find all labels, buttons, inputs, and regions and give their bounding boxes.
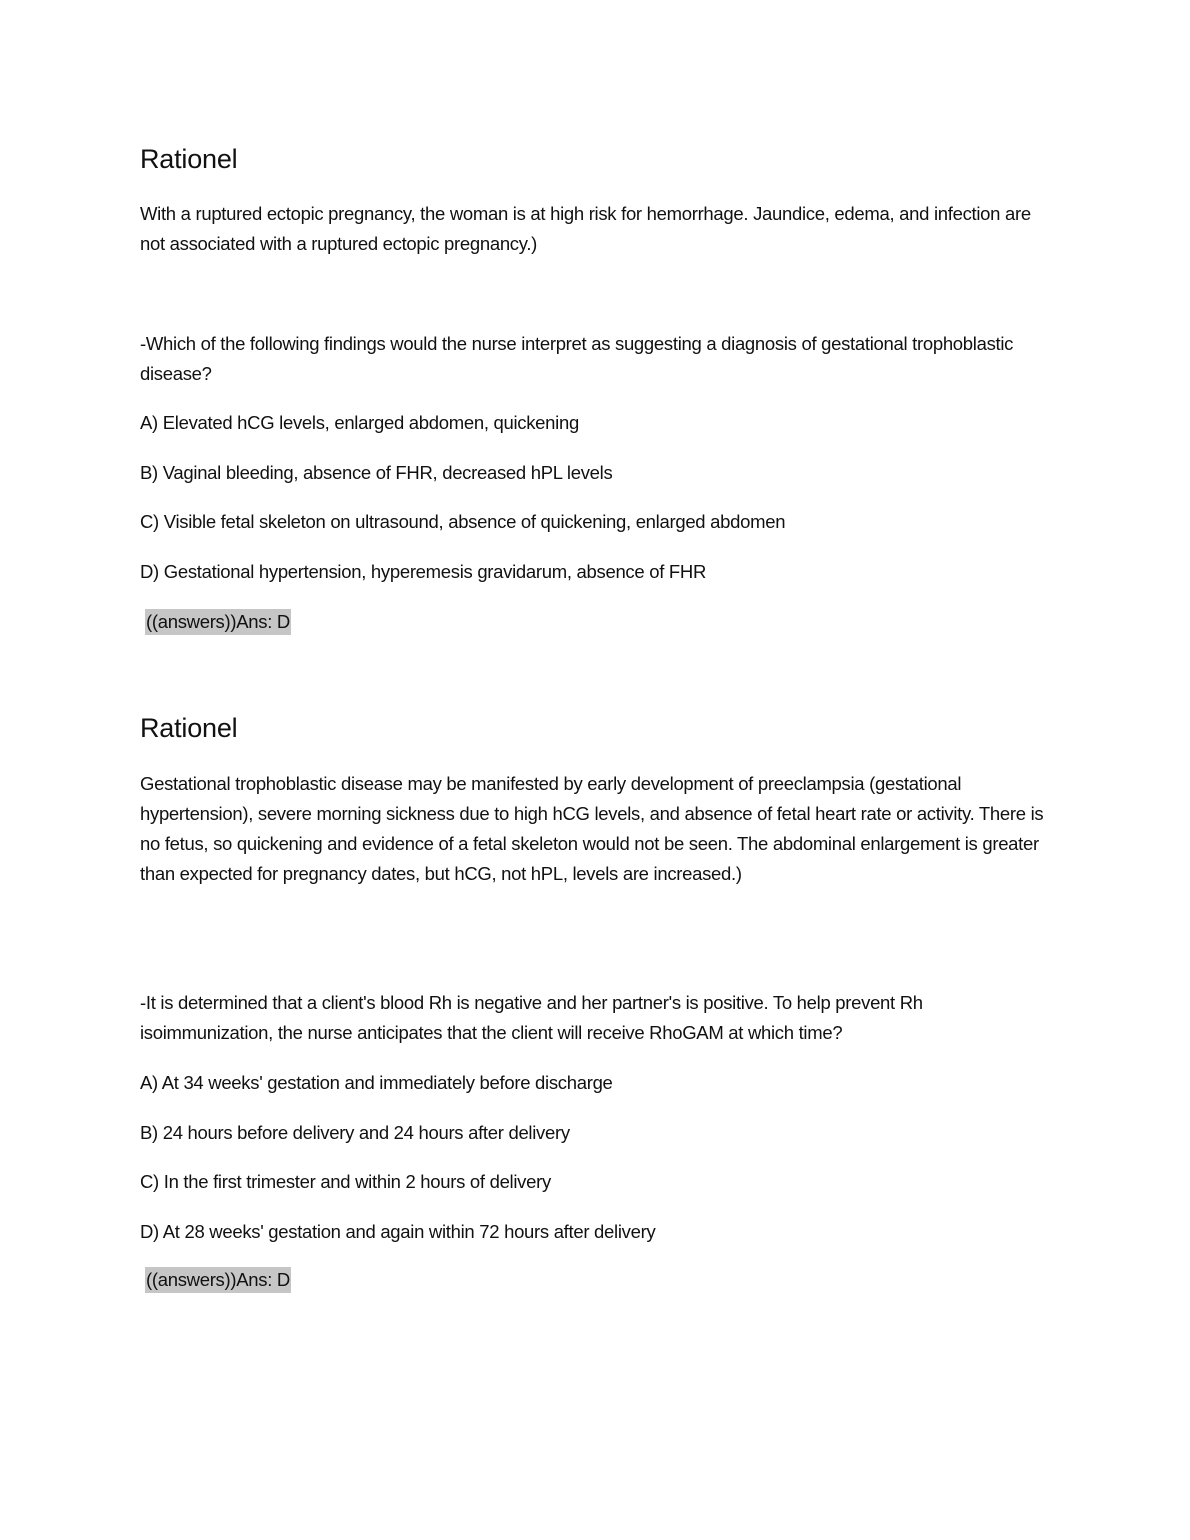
question-stem-1: -Which of the following findings would the nurse interpret as suggesting a diagnosis of gestational trophoblastic disease? [140, 333, 1014, 384]
question1-answer: ((answers))Ans: D [145, 609, 291, 635]
question2-option-a: A) At 34 weeks' gestation and immediately before discharge [140, 1072, 613, 1093]
rationale-heading-2: Rationel [140, 713, 238, 743]
question2-option-b: B) 24 hours before delivery and 24 hours after delivery [140, 1122, 570, 1143]
question2-option-d: D) At 28 weeks' gestation and again within 72 hours after delivery [140, 1221, 656, 1242]
question1-option-c: C) Visible fetal skeleton on ultrasound, absence of quickening, enlarged abdomen [140, 511, 786, 532]
rationale-text-2: Gestational trophoblastic disease may be manifested by early development of preeclampsia (gestational hypertension), severe morning sickness due to high hCG levels, and absence of fetal heart rate or activity. There is no fetus, so quickening and evidence of a fetal skeleton would not be seen. The abdominal enlargement is greater than expected for pregnancy dates, but hCG, not hPL, levels are increased.) [140, 773, 1044, 884]
question2-answer: ((answers))Ans: D [145, 1267, 291, 1293]
rationale-text-1: With a ruptured ectopic pregnancy, the woman is at high risk for hemorrhage. Jaundice, edema, and infection are not associated with a ruptured ectopic pregnancy.) [140, 203, 1031, 254]
rationale-heading-1: Rationel [140, 144, 238, 174]
document-page [140, 0, 1060, 1540]
question-stem-2: -It is determined that a client's blood Rh is negative and her partner's is positive. To help prevent Rh isoimmunization, the nurse anticipates that the client will receive RhoGAM at which time? [140, 992, 923, 1043]
question1-option-a: A) Elevated hCG levels, enlarged abdomen, quickening [140, 412, 579, 433]
question1-option-d: D) Gestational hypertension, hyperemesis gravidarum, absence of FHR [140, 561, 707, 582]
question2-option-c: C) In the first trimester and within 2 hours of delivery [140, 1171, 551, 1192]
question1-option-b: B) Vaginal bleeding, absence of FHR, decreased hPL levels [140, 462, 613, 483]
